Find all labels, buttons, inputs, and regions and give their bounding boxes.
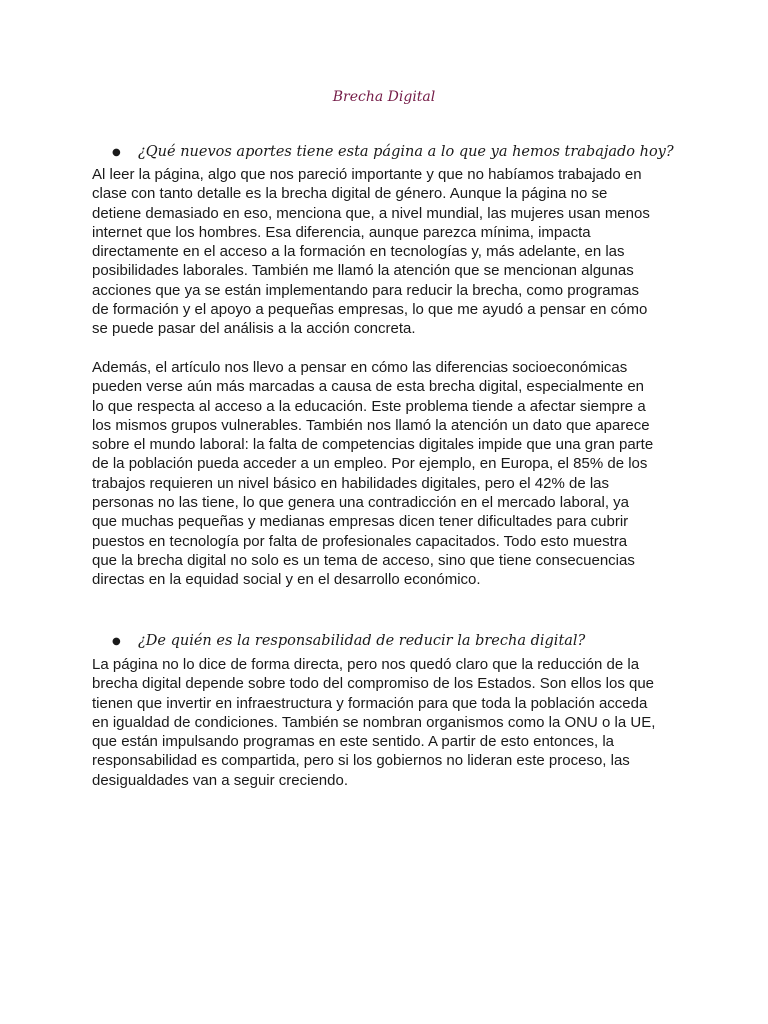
paragraph-2: [92, 358, 682, 590]
paragraph-line: brecha digital depende sobre todo del compromiso de los Estados. Son ellos los que: [92, 675, 655, 693]
paragraph-line: sobre el mundo laboral: la falta de competencias digitales impide que una gran parte: [92, 436, 654, 454]
paragraph-line: directamente en el acceso a la formación en tecnologías y, más adelante, en las: [92, 243, 625, 261]
paragraph-line: trabajos requieren un nivel básico en habilidades digitales, pero el 42% de las: [92, 474, 610, 492]
paragraph-line: de formación y el apoyo a pequeñas empresas, lo que me ayudó a pensar en cómo: [92, 301, 648, 319]
paragraph-line: lo que respecta al acceso a la educación. Este problema tiende a afectar siempre a: [92, 397, 646, 415]
paragraph-line: se puede pasar del análisis a la acción concreta.: [92, 320, 416, 338]
paragraph-line: directas en la equidad social y en el desarrollo económico.: [92, 571, 481, 589]
paragraph-line: responsabilidad es compartida, pero si los gobiernos no lideran este proceso, las: [92, 752, 630, 770]
paragraph-1: [92, 165, 682, 339]
bullet-icon: ●: [112, 636, 121, 647]
paragraph-line: La página no lo dice de forma directa, pero nos quedó claro que la reducción de la: [92, 656, 640, 673]
question-2: [112, 631, 712, 652]
paragraph-line: en igualdad de condiciones. También se nombran organismos como la ONU o la UE,: [92, 713, 656, 731]
paragraph-line: desigualdades van a seguir creciendo.: [92, 771, 349, 789]
paragraph-line: acciones que ya se están implementando para reducir la brecha, como programas: [92, 281, 639, 299]
bullet-icon: ●: [112, 147, 121, 158]
paragraph-line: que están impulsando programas en este sentido. A partir de esto entonces, la: [92, 733, 614, 751]
paragraph-line: Al leer la página, algo que nos pareció importante y que no habíamos trabajado en: [92, 166, 642, 183]
paragraph-line: los mismos grupos vulnerables. También nos llamó la atención un dato que aparece: [92, 416, 650, 434]
question-1: [112, 142, 712, 163]
paragraph-line: clase con tanto detalle es la brecha digital de género. Aunque la página no se: [92, 185, 608, 203]
paragraph-line: detiene demasiado en eso, menciona que, a nivel mundial, las mujeres usan menos: [92, 204, 650, 222]
paragraph-line: personas no las tiene, lo que genera una contradicción en el mercado laboral, ya: [92, 494, 630, 512]
paragraph-line: puestos en tecnología por falta de profesionales capacitados. Todo esto muestra: [92, 532, 628, 550]
paragraph-line: de la población pueda acceder a un empleo. Por ejemplo, en Europa, el 85% de los: [92, 455, 648, 473]
paragraph-line: pueden verse aún más marcadas a causa de esta brecha digital, especialmente en: [92, 378, 645, 396]
paragraph-3: [92, 655, 682, 790]
paragraph-line: Además, el artículo nos llevo a pensar en cómo las diferencias socioeconómicas: [92, 359, 628, 376]
paragraph-line: que la brecha digital no solo es un tema de acceso, sino que tiene consecuencias: [92, 551, 635, 569]
document-title: Brecha Digital: [332, 89, 436, 105]
paragraph-line: tienen que invertir en infraestructura y formación para que toda la población acceda: [92, 694, 648, 712]
paragraph-line: posibilidades laborales. También me llamó la atención que se mencionan algunas: [92, 262, 634, 280]
paragraph-line: que muchas pequeñas y medianas empresas dicen tener dificultades para cubrir: [92, 513, 629, 531]
question-1-text: ¿Qué nuevos aportes tiene esta página a lo que ya hemos trabajado hoy?: [138, 144, 674, 160]
paragraph-line: internet que los hombres. Esa diferencia, aunque parezca mínima, impacta: [92, 223, 591, 241]
question-2-text: ¿De quién es la responsabilidad de reducir la brecha digital?: [138, 633, 586, 649]
